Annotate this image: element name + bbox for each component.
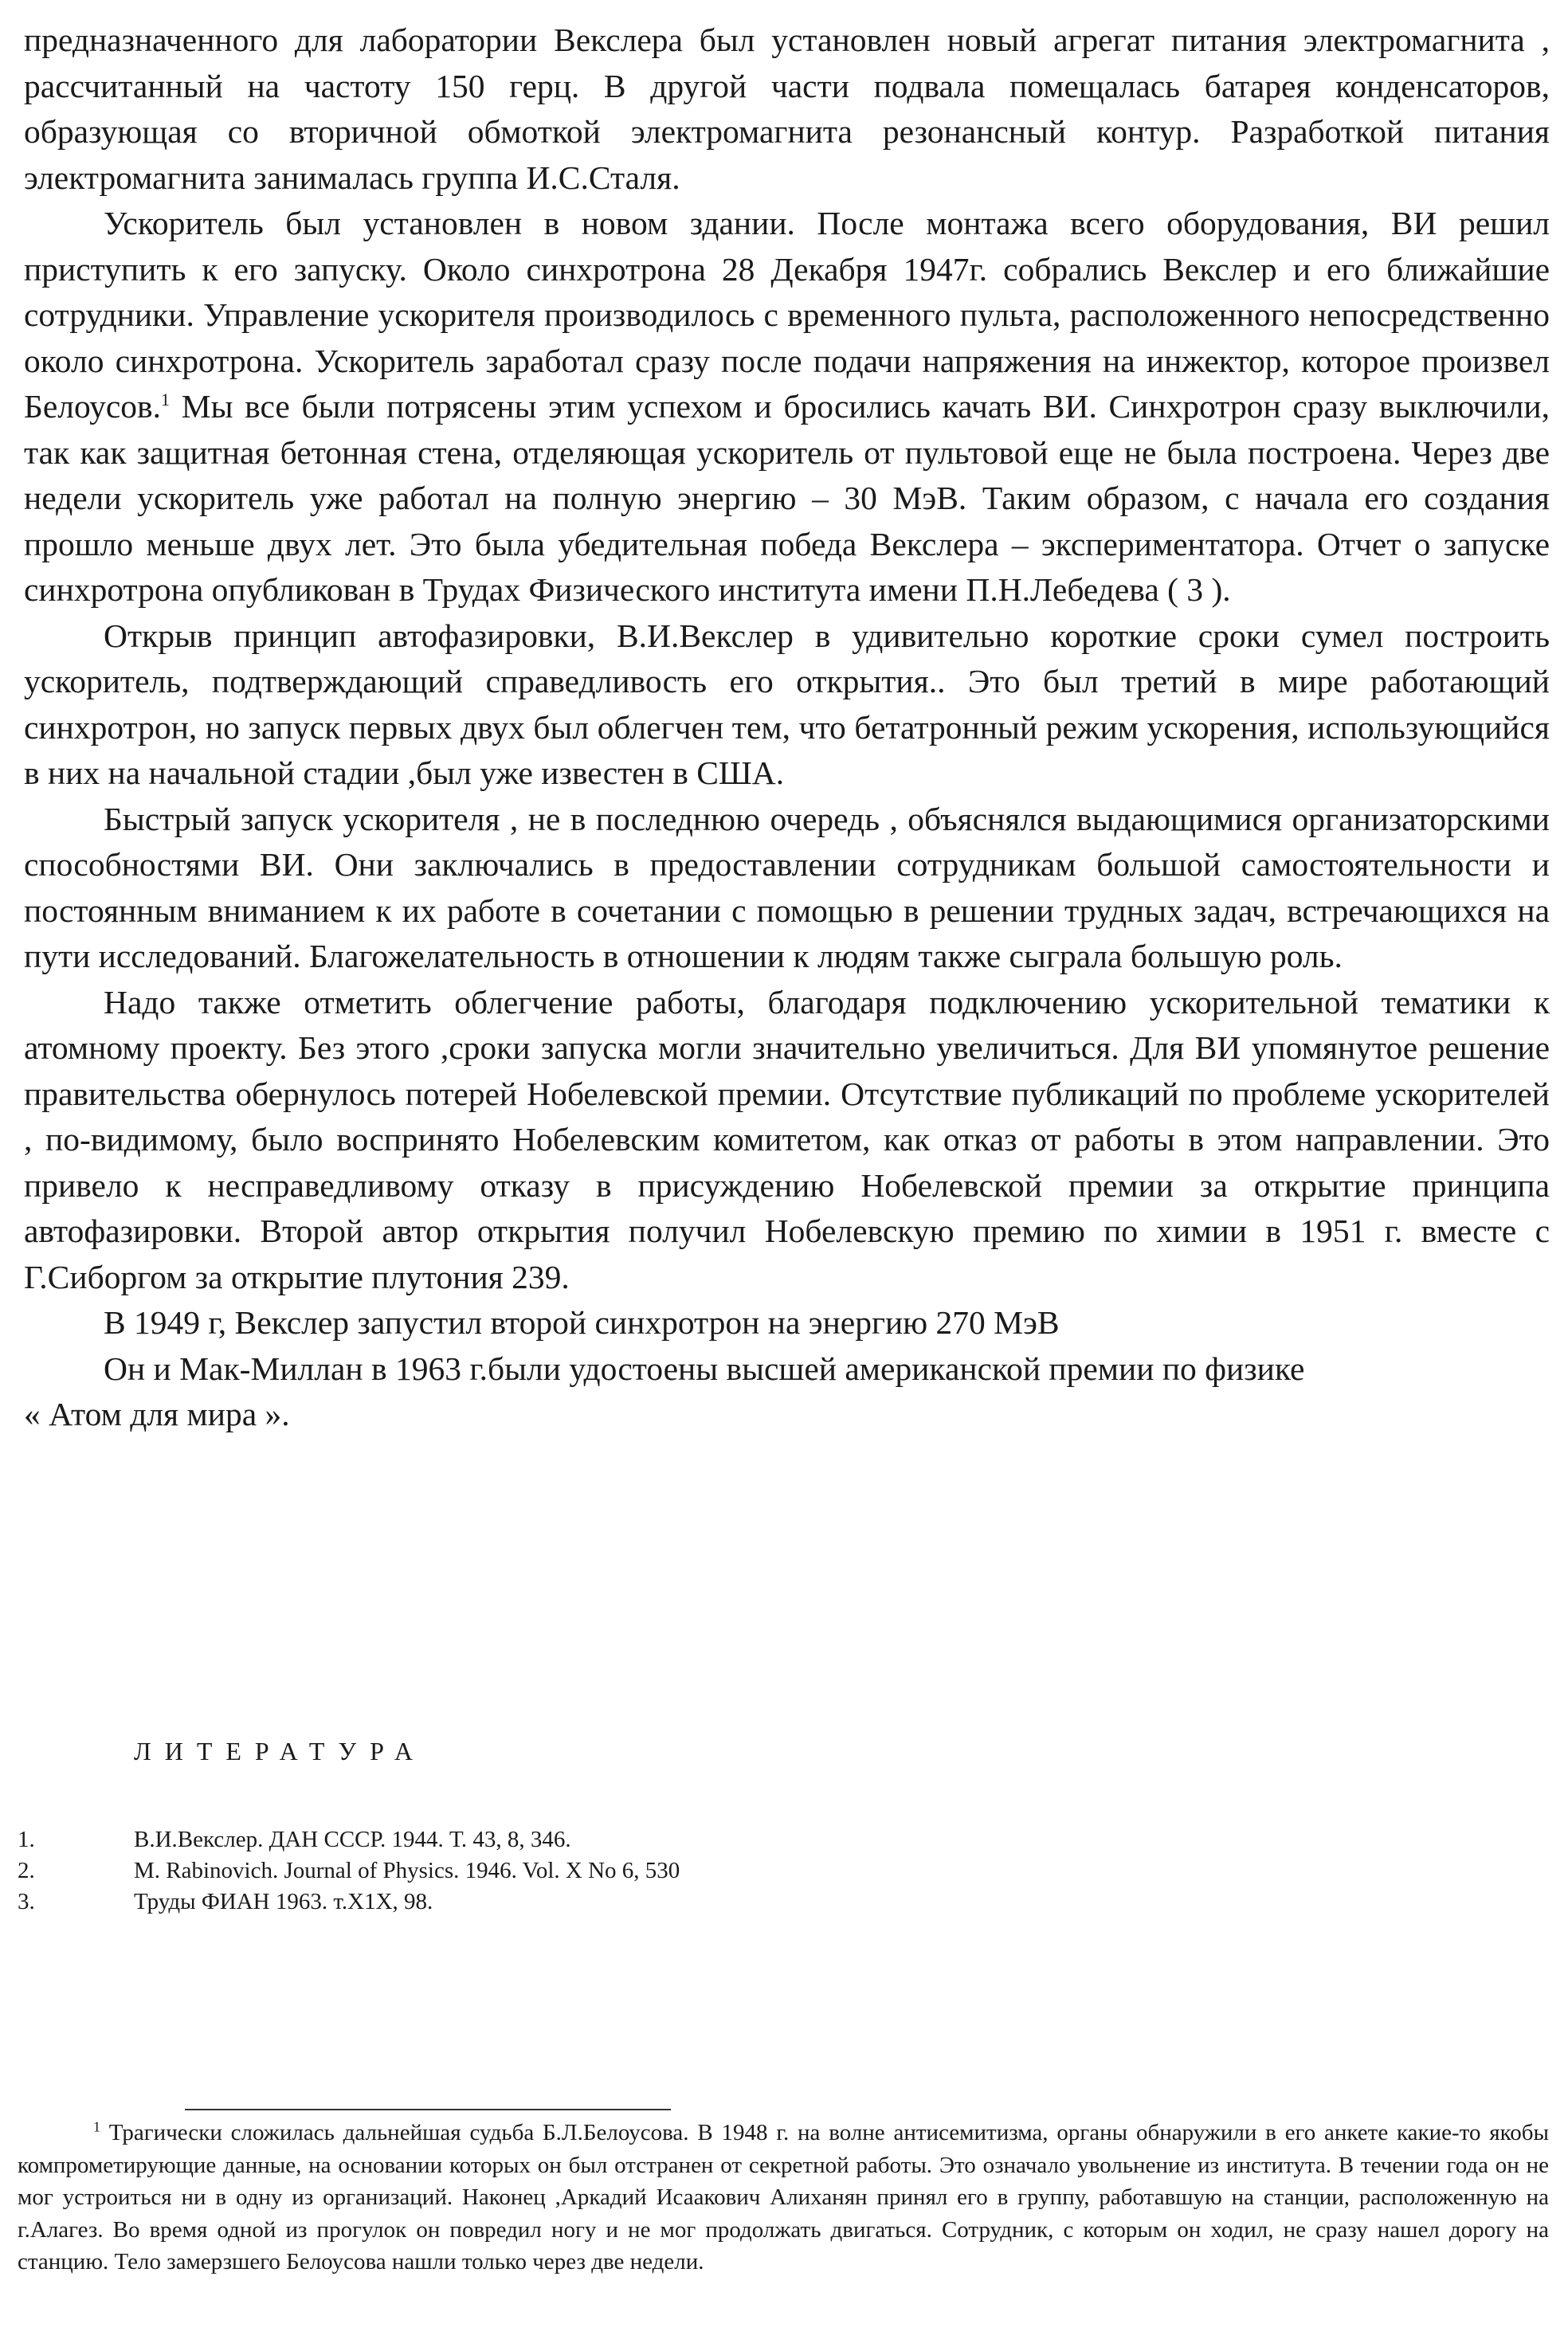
reference-list (18, 1824, 680, 1918)
reference-number: 2. (18, 1858, 35, 1883)
literature-heading: ЛИТЕРАТУРА (134, 1737, 426, 1765)
reference-text: Труды ФИАН 1963. т.X1X, 98. (134, 1889, 433, 1914)
reference-number: 1. (18, 1827, 35, 1852)
footnote-reference: 1 (161, 390, 171, 410)
main-text (24, 18, 1550, 1438)
footnote (18, 2117, 1549, 2278)
paragraph-second-synchrotron: В 1949 г, Векслер запустил второй синхротрон на энергию 270 МэВ (104, 1304, 1060, 1341)
paragraph-nobel: Надо также отметить облегчение работы, благодаря подключению ускорительной тематики к атомному проекту. Без этого ,сроки запуска могли значительно увеличиться. Для ВИ упомянутое решение правительства обернулось потерей Нобелевской премии. Отсутствие публикаций по проблеме ускорителей , по-видимому, было воспринято Нобелевским комитетом, как отказ от работы в этом направлении. Это привело к несправедливому отказу в присуждению Нобелевской премии за открытие принципа автофазировки. Второй автор открытия получил Нобелевскую премию по химии в 1951 г. вместе с Г.Сиборгом за открытие плутония 239. (24, 983, 1550, 1295)
paragraph-organization: Быстрый запуск ускорителя , не в последнюю очередь , объяснялся выдающимися организаторскими способностями ВИ. Они заключались в предоставлении сотрудникам большой самостоятельности и постоянным вниманием к их работе в сочетании с помощью в решении трудных задач, встречающихся на пути исследований. Благожелательность в отношении к людям также сыграла большую роль. (24, 800, 1550, 974)
footnote-marker: 1 (93, 2118, 100, 2135)
paragraph-award-name: « Атом для мира ». (24, 1396, 290, 1432)
paragraph-award: Он и Мак-Миллан в 1963 г.были удостоены высшей американской премии по физике (104, 1350, 1305, 1387)
reference-text: M. Rabinovich. Journal of Physics. 1946. Vol. X No 6, 530 (134, 1858, 680, 1883)
paragraph-launch (24, 201, 1550, 613)
reference-item (18, 1824, 680, 1855)
footnote-text: Трагически сложилась дальнейшая судьба Б.Л.Белоусова. В 1948 г. на волне антисемитизма, органы обнаружили в его анкете какие-то якобы компрометирующие данные, на основании которых он был отстранен от секретной работы. Это означало увольнение из института. В течении года он не мог устроиться ни в одну из организаций. Наконец ,Аркадий Исаакович Алиханян принял его в группу, работавшую на станции, расположенную на г.Алагез. Во время одной из прогулок он повредил ногу и не мог продолжать двигаться. Сотрудник, с которым он ходил, не сразу нашел дорогу на станцию. Тело замерзшего Белоусова нашли только через две недели. (18, 2120, 1549, 2274)
reference-number: 3. (18, 1889, 35, 1914)
paragraph-launch-part1: Ускоритель был установлен в новом здании. После монтажа всего оборудования, ВИ решил приступить к его запуску. Около синхротрона 28 Декабря 1947г. собрались Векслер и его ближайшие сотрудники. Управление ускорителя производилось с временного пульта, расположенного непосредственно около синхротрона. Ускоритель заработал сразу после подачи напряжения на инжектор, которое произвел Белоусов. (24, 205, 1550, 425)
reference-item (18, 1887, 680, 1918)
reference-item (18, 1855, 680, 1887)
reference-text: В.И.Векслер. ДАН СССР. 1944. Т. 43, 8, 346. (134, 1827, 571, 1852)
paragraph-autophasing: Открыв принцип автофазировки, В.И.Векслер в удивительно короткие сроки сумел построить ускоритель, подтверждающий справедливость его открытия.. Это был третий в мире работающий синхротрон, но запуск первых двух был облегчен тем, что бетатронный режим ускорения, использующийся в них на начальной стадии ,был уже известен в США. (24, 617, 1550, 791)
paragraph-launch-part2: Мы все были потрясены этим успехом и бросились качать ВИ. Синхротрон сразу выключили, так как защитная бетонная стена, отделяющая ускоритель от пультовой еще не была построена. Через две недели ускоритель уже работал на полную энергию – 30 МэВ. Таким образом, с начала его создания прошло меньше двух лет. Это была убедительная победа Векслера – экспериментатора. Отчет о запуске синхротрона опубликован в Трудах Физического института имени П.Н.Лебедева ( 3 ). (24, 388, 1550, 608)
paragraph-continuation: предназначенного для лаборатории Векслера был установлен новый агрегат питания электромагнита , рассчитанный на частоту 150 герц. В другой части подвала помещалась батарея конденсаторов, образующая со вторичной обмоткой электромагнита резонансный контур. Разработкой питания электромагнита занималась группа И.С.Сталя. (24, 22, 1550, 196)
footnote-divider (185, 2109, 671, 2110)
